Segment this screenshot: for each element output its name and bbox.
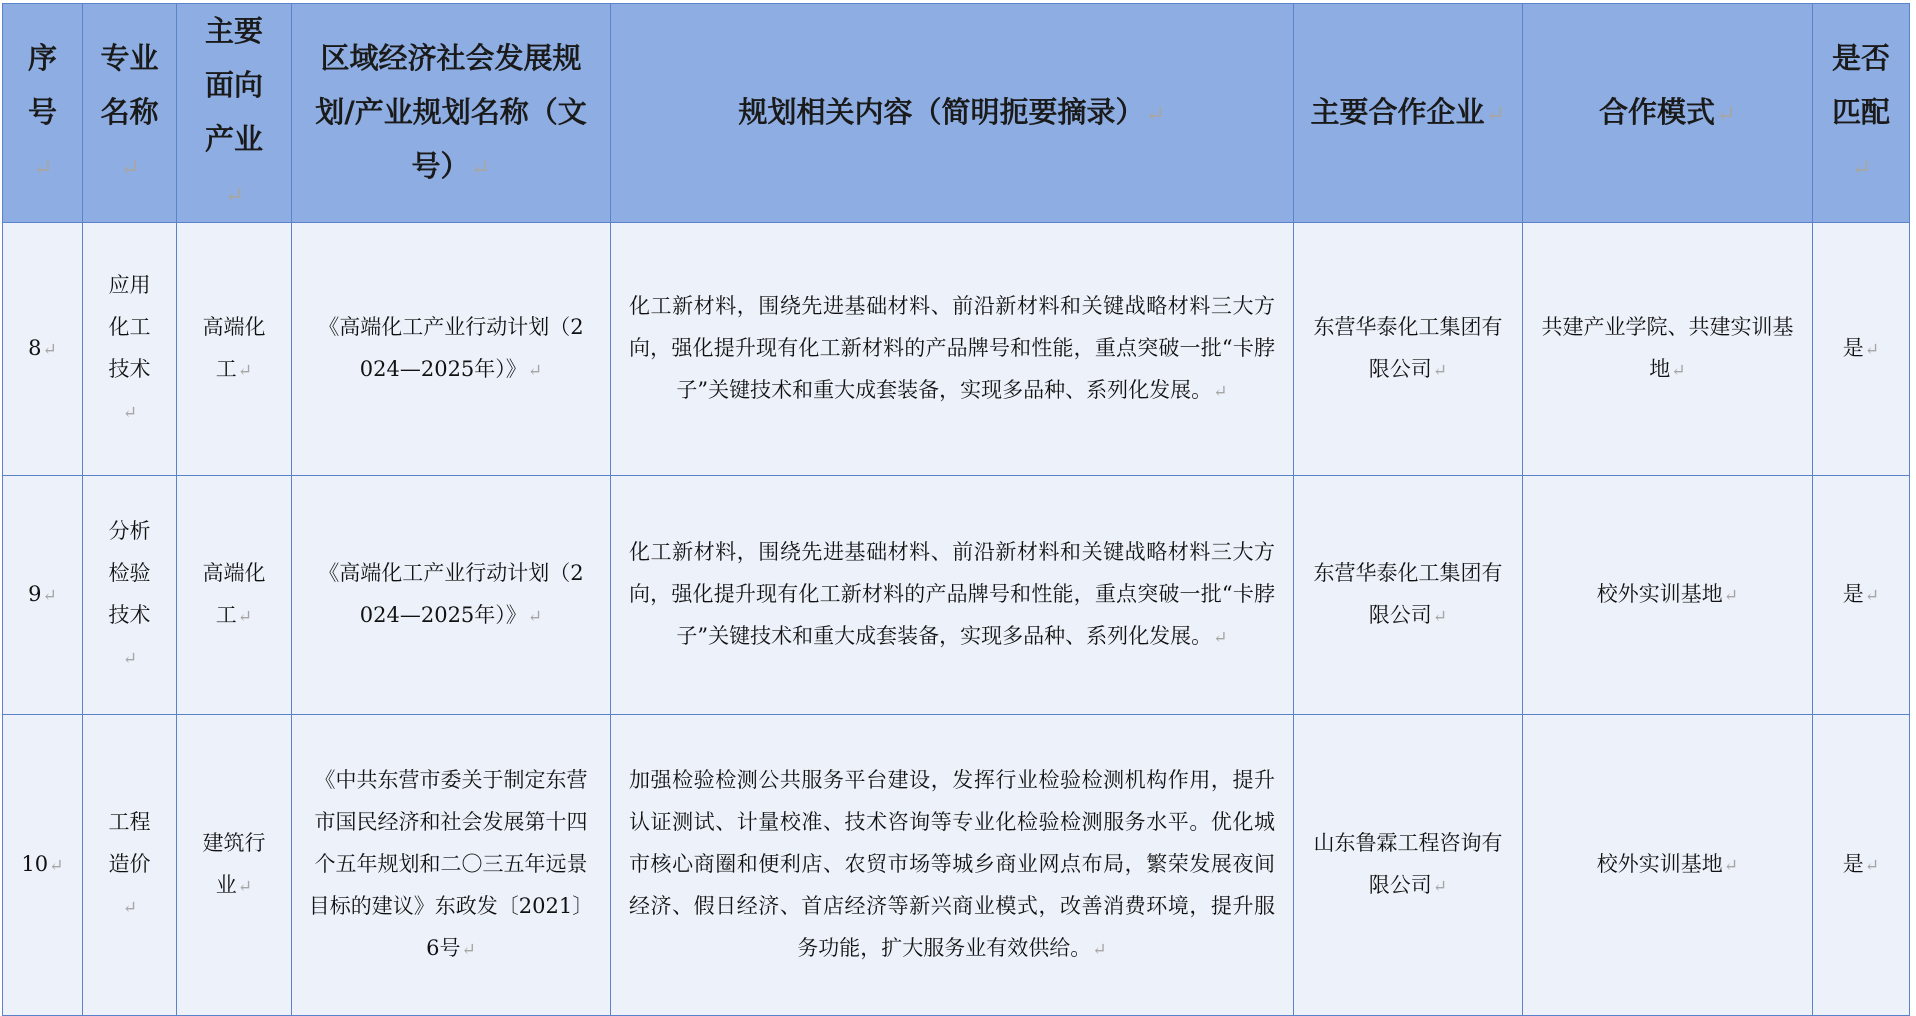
paragraph-mark-icon: ↵ xyxy=(42,586,57,606)
major-industry-table xyxy=(2,3,1910,1016)
header-cell-industry: 主要面向产业↵ xyxy=(177,4,292,223)
header-cell-no: 序号↵ xyxy=(3,4,83,223)
paragraph-mark-icon: ↵ xyxy=(122,898,138,918)
cell-major: 应用化工技术↵ xyxy=(83,223,177,476)
header-cell-enterprise: 主要合作企业↵ xyxy=(1294,4,1523,223)
table-row xyxy=(3,715,1910,1016)
paragraph-mark-icon: ↵ xyxy=(33,154,53,182)
paragraph-mark-icon: ↵ xyxy=(1716,100,1736,128)
cell-mode: 共建产业学院、共建实训基地↵ xyxy=(1523,223,1813,476)
paragraph-mark-icon: ↵ xyxy=(1671,361,1686,381)
paragraph-mark-icon: ↵ xyxy=(1213,382,1228,402)
paragraph-mark-icon: ↵ xyxy=(120,154,140,182)
cell-major: 工程造价↵ xyxy=(83,715,177,1016)
document-table-wrapper xyxy=(2,3,1910,1016)
cell-no: 9↵ xyxy=(3,476,83,715)
cell-major: 分析检验技术↵ xyxy=(83,476,177,715)
cell-no: 10↵ xyxy=(3,715,83,1016)
cell-plan: 《高端化工产业行动计划（2024—2025年）》↵ xyxy=(292,223,611,476)
paragraph-mark-icon: ↵ xyxy=(1432,877,1448,897)
table-row xyxy=(3,476,1910,715)
paragraph-mark-icon: ↵ xyxy=(1432,607,1448,627)
paragraph-mark-icon: ↵ xyxy=(527,607,543,627)
cell-industry: 建筑行业↵ xyxy=(177,715,292,1016)
paragraph-mark-icon: ↵ xyxy=(237,877,253,897)
paragraph-mark-icon: ↵ xyxy=(237,361,253,381)
paragraph-mark-icon: ↵ xyxy=(527,361,543,381)
paragraph-mark-icon: ↵ xyxy=(1864,340,1880,360)
header-cell-major: 专业名称↵ xyxy=(83,4,177,223)
paragraph-mark-icon: ↵ xyxy=(224,181,245,209)
cell-match: 是↵ xyxy=(1813,476,1910,715)
paragraph-mark-icon: ↵ xyxy=(49,856,64,876)
cell-match: 是↵ xyxy=(1813,715,1910,1016)
paragraph-mark-icon: ↵ xyxy=(470,154,491,182)
header-cell-plan: 区域经济社会发展规划/产业规划名称（文号）↵ xyxy=(292,4,611,223)
cell-content: 化工新材料，围绕先进基础材料、前沿新材料和关键战略材料三大方向，强化提升现有化工新材料的产品牌号和性能，重点突破一批“卡脖子”关键技术和重大成套装备，实现多品种、系列化发展。↵ xyxy=(611,223,1294,476)
paragraph-mark-icon: ↵ xyxy=(1864,586,1880,606)
paragraph-mark-icon: ↵ xyxy=(122,649,138,669)
header-cell-match: 是否匹配↵ xyxy=(1813,4,1910,223)
paragraph-mark-icon: ↵ xyxy=(1864,856,1880,876)
paragraph-mark-icon: ↵ xyxy=(461,940,476,960)
cell-industry: 高端化工↵ xyxy=(177,223,292,476)
cell-content: 化工新材料，围绕先进基础材料、前沿新材料和关键战略材料三大方向，强化提升现有化工新材料的产品牌号和性能，重点突破一批“卡脖子”关键技术和重大成套装备，实现多品种、系列化发展。↵ xyxy=(611,476,1294,715)
paragraph-mark-icon: ↵ xyxy=(122,403,138,423)
paragraph-mark-icon: ↵ xyxy=(1723,586,1739,606)
cell-mode: 校外实训基地↵ xyxy=(1523,476,1813,715)
cell-industry: 高端化工↵ xyxy=(177,476,292,715)
paragraph-mark-icon: ↵ xyxy=(237,607,253,627)
cell-mode: 校外实训基地↵ xyxy=(1523,715,1813,1016)
table-header-row xyxy=(3,4,1910,223)
header-cell-content: 规划相关内容（简明扼要摘录）↵ xyxy=(611,4,1294,223)
paragraph-mark-icon: ↵ xyxy=(1213,628,1228,648)
cell-enterprise: 东营华泰化工集团有限公司↵ xyxy=(1294,476,1523,715)
paragraph-mark-icon: ↵ xyxy=(1432,361,1448,381)
table-row xyxy=(3,223,1910,476)
cell-plan: 《高端化工产业行动计划（2024—2025年）》↵ xyxy=(292,476,611,715)
paragraph-mark-icon: ↵ xyxy=(1851,154,1872,182)
paragraph-mark-icon: ↵ xyxy=(1092,940,1107,960)
cell-no: 8↵ xyxy=(3,223,83,476)
cell-enterprise: 山东鲁霖工程咨询有限公司↵ xyxy=(1294,715,1523,1016)
cell-content: 加强检验检测公共服务平台建设，发挥行业检验检测机构作用，提升认证测试、计量校准、技术咨询等专业化检验检测服务水平。优化城市核心商圈和便利店、农贸市场等城乡商业网点布局，繁荣发展夜间经济、假日经济、首店经济等新兴商业模式，改善消费环境，提升服务功能，扩大服务业有效供给。↵ xyxy=(611,715,1294,1016)
paragraph-mark-icon: ↵ xyxy=(1723,856,1739,876)
cell-enterprise: 东营华泰化工集团有限公司↵ xyxy=(1294,223,1523,476)
cell-plan: 《中共东营市委关于制定东营市国民经济和社会发展第十四个五年规划和二〇三五年远景目标的建议》东政发〔2021〕6号↵ xyxy=(292,715,611,1016)
paragraph-mark-icon: ↵ xyxy=(1145,100,1166,128)
header-cell-mode: 合作模式↵ xyxy=(1523,4,1813,223)
cell-match: 是↵ xyxy=(1813,223,1910,476)
paragraph-mark-icon: ↵ xyxy=(42,340,57,360)
paragraph-mark-icon: ↵ xyxy=(1485,100,1506,128)
